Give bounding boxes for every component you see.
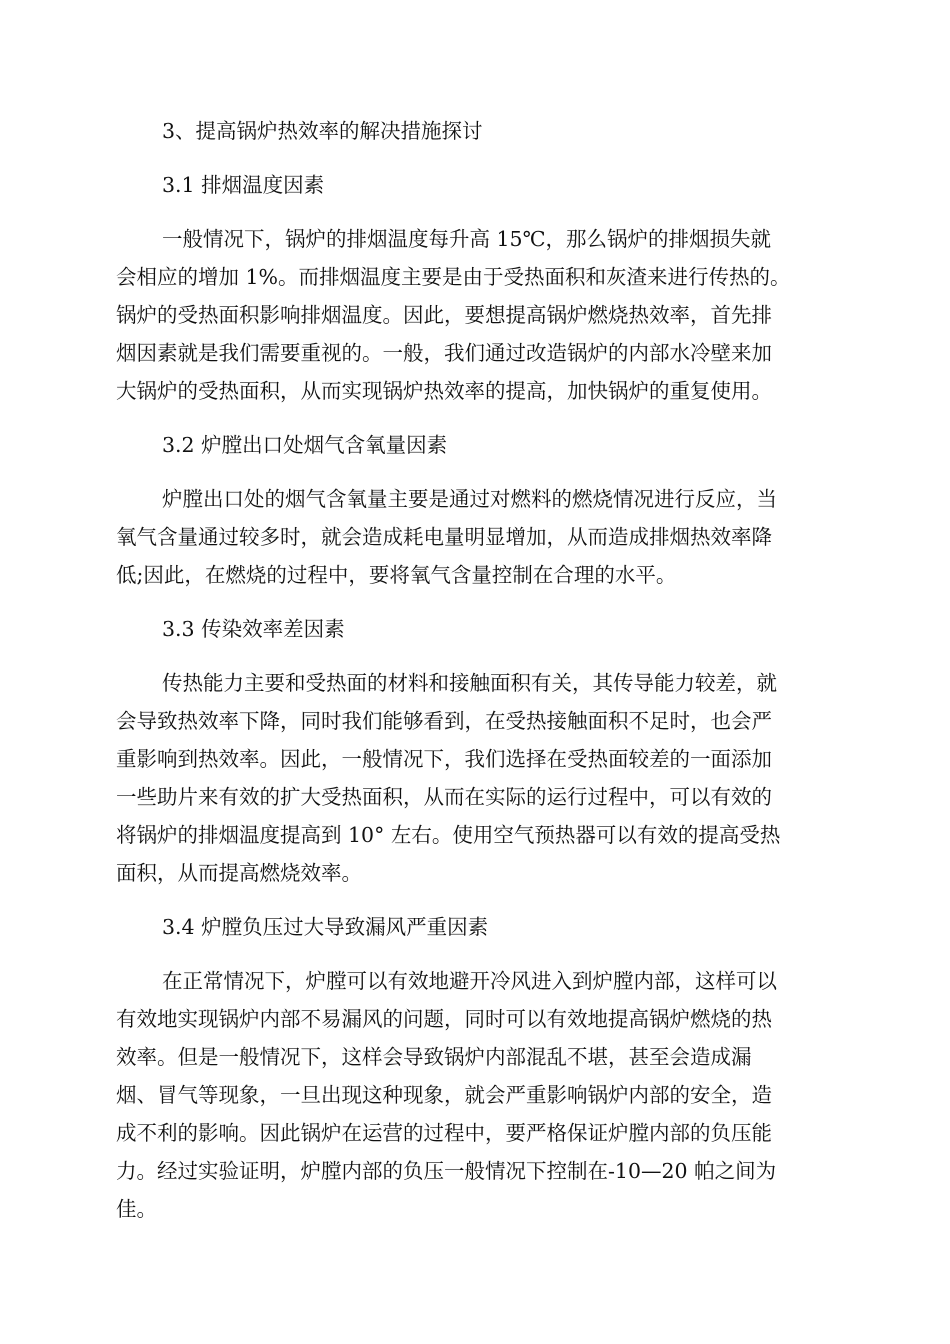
paragraph-line: 力。经过实验证明，炉膛内部的负压一般情况下控制在-10—20 帕之间为 [116,1159,777,1183]
subsection-heading-3-4: 3.4 炉膛负压过大导致漏风严重因素 [162,915,489,939]
paragraph-line: 锅炉的受热面积影响排烟温度。因此，要想提高锅炉燃烧热效率，首先排 [116,303,772,327]
paragraph-line: 烟因素就是我们需要重视的。一般，我们通过改造锅炉的内部水冷壁来加 [116,341,772,365]
paragraph-line: 佳。 [116,1197,157,1221]
paragraph-line: 在正常情况下，炉膛可以有效地避开冷风进入到炉膛内部，这样可以 [162,969,777,993]
section-title: 3、提高锅炉热效率的解决措施探讨 [162,119,483,143]
paragraph-line: 低;因此，在燃烧的过程中，要将氧气含量控制在合理的水平。 [116,563,677,587]
paragraph-line: 有效地实现锅炉内部不易漏风的问题，同时可以有效地提高锅炉燃烧的热 [116,1007,772,1031]
paragraph-3-1 [116,220,838,410]
paragraph-line: 氧气含量通过较多时，就会造成耗电量明显增加，从而造成排烟热效率降 [116,525,772,549]
paragraph-line: 炉膛出口处的烟气含氧量主要是通过对燃料的燃烧情况进行反应，当 [162,487,777,511]
paragraph-line: 一般情况下，锅炉的排烟温度每升高 15℃，那么锅炉的排烟损失就 [162,227,772,251]
paragraph-3-3 [116,664,838,892]
paragraph-line: 大锅炉的受热面积，从而实现锅炉热效率的提高，加快锅炉的重复使用。 [116,379,772,403]
paragraph-line: 一些助片来有效的扩大受热面积，从而在实际的运行过程中，可以有效的 [116,785,772,809]
paragraph-line: 烟、冒气等现象，一旦出现这种现象，就会严重影响锅炉内部的安全，造 [116,1083,772,1107]
paragraph-line: 会相应的增加 1%。而排烟温度主要是由于受热面积和灰渣来进行传热的。 [116,265,791,289]
subsection-heading-3-1: 3.1 排烟温度因素 [162,173,325,197]
paragraph-line: 将锅炉的排烟温度提高到 10° 左右。使用空气预热器可以有效的提高受热 [116,823,781,847]
paragraph-3-4 [116,962,838,1228]
paragraph-line: 面积，从而提高燃烧效率。 [116,861,362,885]
document-body [116,112,838,1228]
paragraph-3-2 [116,480,838,594]
paragraph-line: 重影响到热效率。因此，一般情况下，我们选择在受热面较差的一面添加 [116,747,772,771]
paragraph-line: 效率。但是一般情况下，这样会导致锅炉内部混乱不堪，甚至会造成漏 [116,1045,752,1069]
paragraph-line: 传热能力主要和受热面的材料和接触面积有关，其传导能力较差，就 [162,671,777,695]
subsection-heading-3-2: 3.2 炉膛出口处烟气含氧量因素 [162,433,448,457]
subsection-heading-3-3: 3.3 传染效率差因素 [162,617,345,641]
paragraph-line: 会导致热效率下降，同时我们能够看到，在受热接触面积不足时，也会严 [116,709,772,733]
paragraph-line: 成不利的影响。因此锅炉在运营的过程中，要严格保证炉膛内部的负压能 [116,1121,772,1145]
